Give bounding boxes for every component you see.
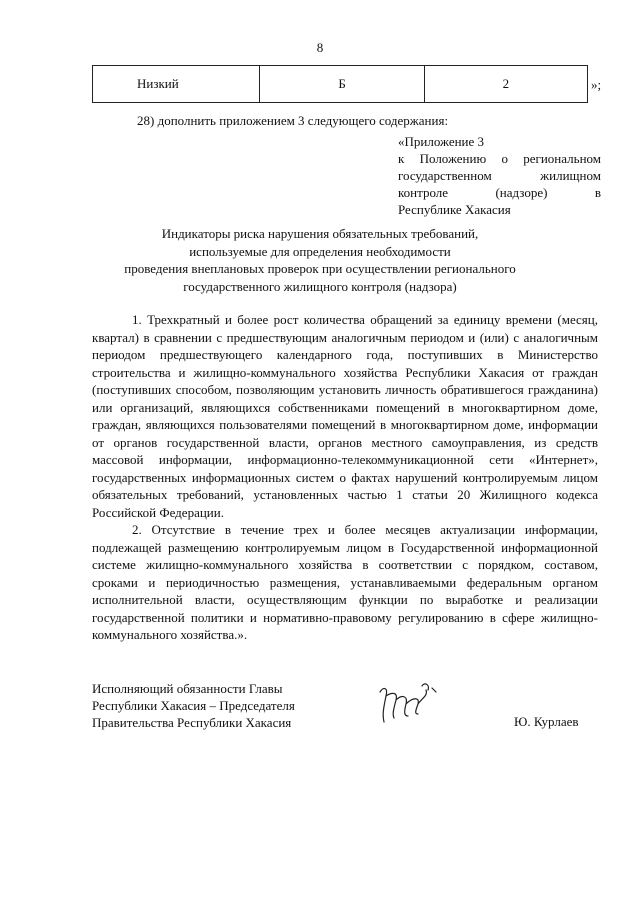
appendix-line-4: контроле (надзоре) в <box>398 185 601 200</box>
signatory-title <box>92 680 295 731</box>
document-title <box>100 225 540 295</box>
risk-level-cell: Низкий <box>93 66 260 102</box>
paragraph-1: 1. Трехкратный и более рост количества обращений за единицу времени (месяц, квартал) в сравнении с предшествующим аналогичным периодом и (или) с аналогичным периодом предшествующего календарного года, поступивших в Министерство строительства и жилищно-коммунального хозяйства Республики Хакасия от граждан (поступивших способом, позволяющим установить личность обратившегося гражданина) или организаций, являющихся собственниками помещений в многоквартирном доме, граждан, являющихся пользователями помещений в многоквартирном доме, информации от органов государственной власти, органов местного самоуправления, из средств массовой информации, информационно-телекоммуникационной сети «Интернет», государственных информационных систем о фактах нарушений контролируемым лицом обязательных требований, установленных частью 1 статьи 20 Жилищного кодекса Российской Федерации. <box>92 312 598 520</box>
title-line-2: используемые для определения необходимости <box>189 243 451 259</box>
amendment-intro: 28) дополнить приложением 3 следующего содержания: <box>137 113 449 128</box>
appendix-line-1: «Приложение 3 <box>398 134 485 149</box>
appendix-line-2: к Положению о региональном <box>398 151 601 166</box>
table-closing-quote: »; <box>591 77 602 92</box>
appendix-line-3: государственном жилищном <box>398 168 601 183</box>
body-text <box>92 311 598 644</box>
table-row <box>92 65 588 103</box>
signatory-line-2: Республики Хакасия – Председателя <box>92 698 295 713</box>
page-number: 8 <box>316 40 324 55</box>
appendix-line-5: Республике Хакасия <box>398 202 511 217</box>
title-line-4: государственного жилищного контроля (надзора) <box>183 278 457 294</box>
appendix-header <box>398 133 601 218</box>
handwritten-signature <box>374 678 444 728</box>
signatory-line-1: Исполняющий обязанности Главы <box>92 681 283 696</box>
signatory-line-3: Правительства Республики Хакасия <box>92 715 292 730</box>
signatory-name: Ю. Курлаев <box>514 714 579 729</box>
paragraph-2: 2. Отсутствие в течение трех и более месяцев актуализации информации, подлежащей размещению контролируемым лицом в Государственной информационной системе жилищно-коммунального хозяйства в соответствии с порядком, составом, сроками и периодичностью размещения, устанавливаемыми федеральным органом исполнительной власти, осуществляющим функции по выработке и реализации государственной политики и нормативно-правовому регулированию в сфере жилищно-коммунального хозяйства.». <box>92 522 598 642</box>
category-cell: Б <box>260 66 424 102</box>
value-cell: 2 <box>502 76 510 91</box>
title-line-3: проведения внеплановых проверок при осуществлении регионального <box>124 261 516 276</box>
title-line-1: Индикаторы риска нарушения обязательных требований, <box>161 226 479 241</box>
